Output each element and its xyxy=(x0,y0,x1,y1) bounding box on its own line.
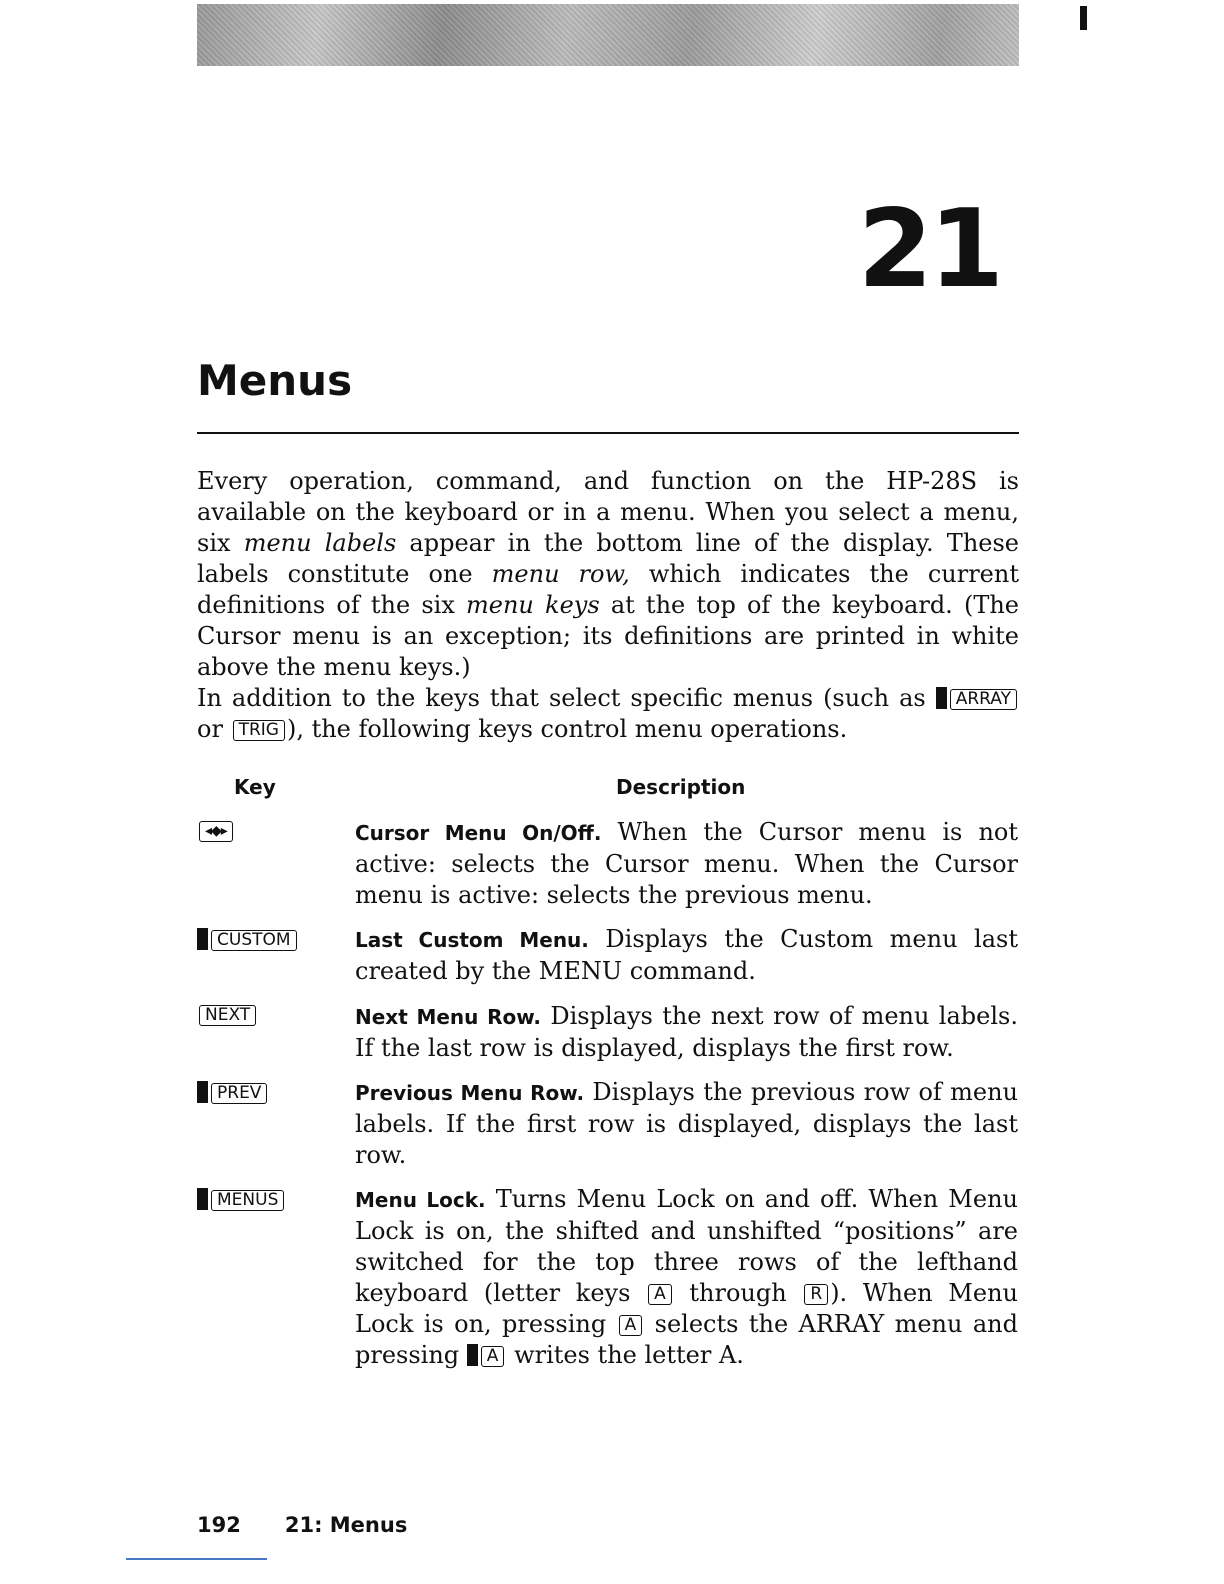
key-a: A xyxy=(648,1284,672,1305)
page-number: 192 xyxy=(197,1513,241,1537)
shift-key-icon xyxy=(197,928,208,950)
shift-key-icon xyxy=(467,1344,478,1366)
cursor-menu-key-icon: ◂◆▸ xyxy=(199,821,233,842)
key-next: NEXT xyxy=(199,1005,256,1026)
chapter-number: 21 xyxy=(857,187,1000,312)
title-rule xyxy=(197,432,1019,434)
key-trig: TRIG xyxy=(233,720,285,741)
key-menus: MENUS xyxy=(211,1190,284,1211)
shift-key-icon xyxy=(197,1188,208,1210)
page-footer xyxy=(197,1513,407,1537)
key-prev: PREV xyxy=(211,1083,267,1104)
key-custom: CUSTOM xyxy=(211,930,297,951)
intro-paragraph-2: In addition to the keys that select specific menus (such as ARRAY or TRIG ), the following keys control menu operations. xyxy=(197,683,1019,745)
shift-key-icon xyxy=(936,687,947,709)
footer-section: 21: Menus xyxy=(284,1513,408,1537)
shift-key-icon xyxy=(197,1081,208,1103)
chapter-title: Menus xyxy=(197,356,353,405)
intro-paragraph-1: Every operation, command, and function on the HP-28S is available on the keyboard or in a menu. When you select a menu, six menu labels appear in the bottom line of the display. These labels constitute one menu row, which indicates the current definitions of the six menu keys at the top of the keyboard. (The Cursor menu is an exception; its definitions are printed in white above the menu keys.) xyxy=(197,467,1019,681)
chapter-banner xyxy=(197,4,1019,66)
table-header-description: Description xyxy=(616,775,746,799)
key-a: A xyxy=(619,1315,643,1336)
footer-link-underline xyxy=(126,1558,267,1560)
key-a: A xyxy=(481,1346,505,1367)
key-r: R xyxy=(804,1284,828,1305)
page-edge-mark xyxy=(1080,6,1087,30)
table-header-key: Key xyxy=(234,775,276,799)
key-array: ARRAY xyxy=(950,689,1017,710)
